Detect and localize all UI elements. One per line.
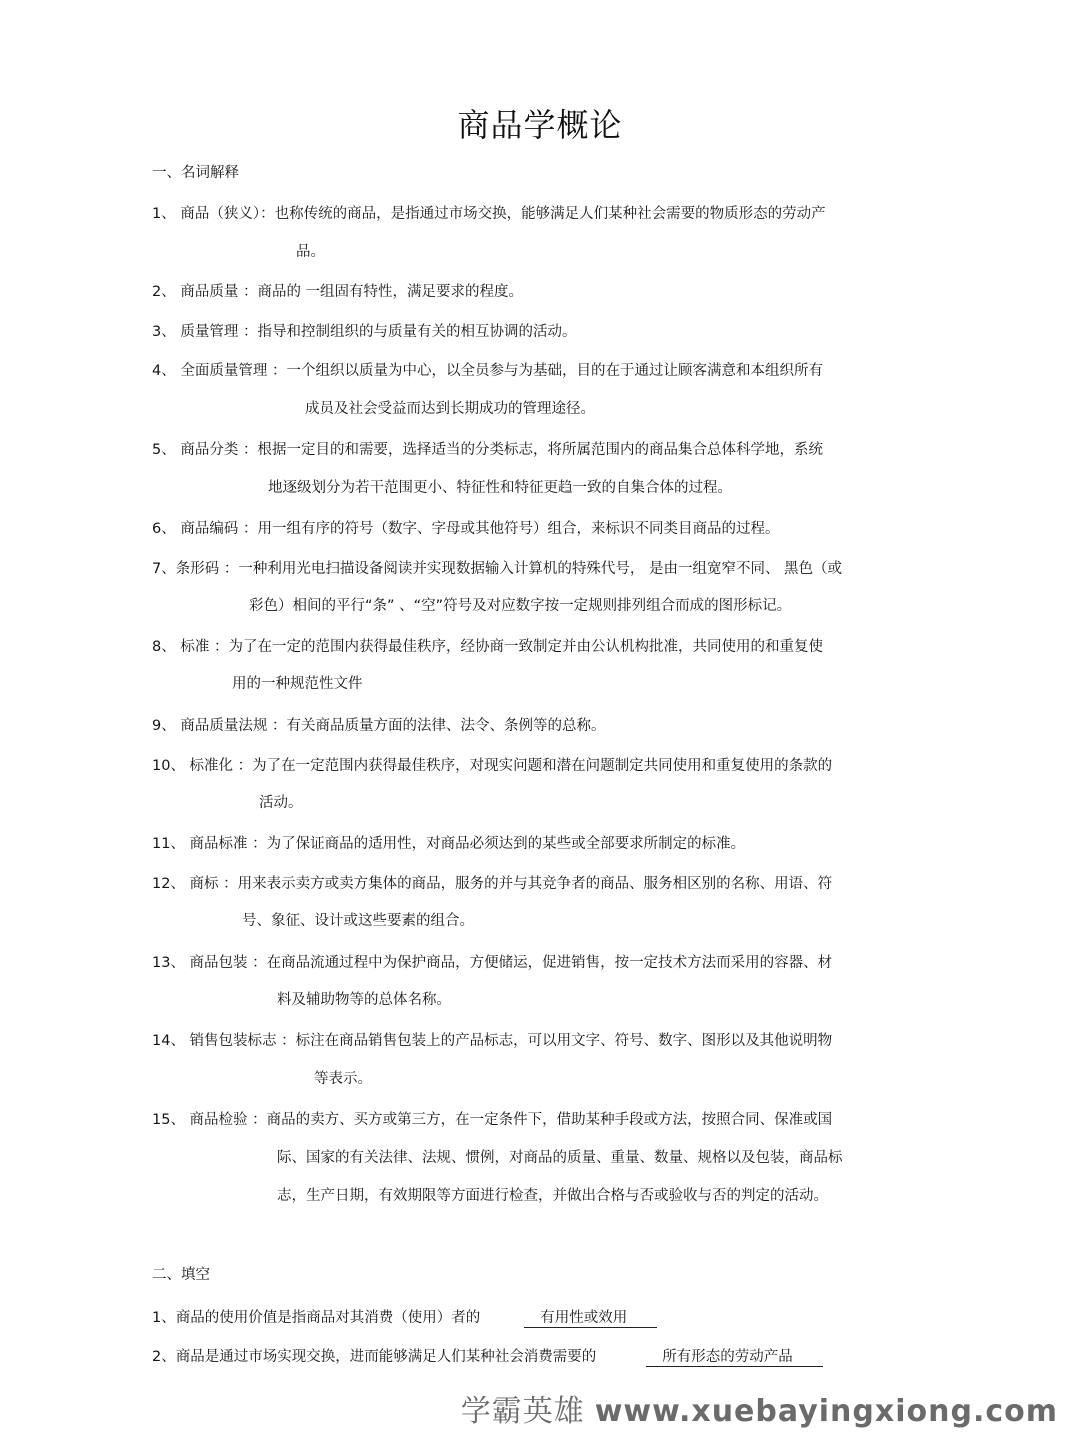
section-heading-definitions: 一、名词解释 [152, 165, 239, 181]
definition-line-cont: 志，生产日期，有效期限等方面进行检查，并做出合格与否或验收与否的判定的活动。 [277, 1188, 828, 1204]
definition-line-cont: 彩色）相间的平行“条” 、“空”符号及对应数字按一定规则排列组合而成的图形标记。 [249, 598, 792, 614]
fill-in-question [152, 1347, 823, 1367]
definition-line-cont: 际、国家的有关法律、法规、惯例，对商品的质量、重量、数量、规格以及包装，商品标 [277, 1150, 843, 1166]
definition-line: 7、条形码 ：一种利用光电扫描设备阅读并实现数据输入计算机的特殊代号， 是由一组宽窄不同、 黑色（或 [152, 561, 843, 577]
question-text: 1、商品的使用价值是指商品对其消费（使用）者的 [152, 1310, 481, 1326]
definition-line-cont: 活动。 [259, 795, 303, 811]
definition-line-cont: 号、象征、设计或这些要素的组合。 [242, 913, 474, 929]
definition-line: 9、 商品质量法规 ：有关商品质量方面的法律、法令、条例等的总称。 [152, 718, 606, 734]
definition-line-cont: 等表示。 [314, 1071, 372, 1087]
definition-line: 5、 商品分类 ：根据一定目的和需要，选择适当的分类标志，将所属范围内的商品集合总体科学地，系统 [152, 442, 823, 458]
definition-line-cont: 地逐级划分为若干范围更小、特征性和特征更趋一致的自集合体的过程。 [268, 480, 732, 496]
watermark-url: www.xuebayingxiong.com [594, 1394, 1058, 1429]
definition-line-cont: 成员及社会受益而达到长期成功的管理途径。 [305, 401, 595, 417]
answer-blank: 有用性或效用 [524, 1309, 657, 1328]
definition-line: 3、 质量管理 ：指导和控制组织的与质量有关的相互协调的活动。 [152, 324, 577, 340]
definition-line: 10、 标准化 ：为了在一定范围内获得最佳秩序，对现实问题和潜在问题制定共同使用和重复使用的条款的 [152, 758, 833, 774]
definition-line: 13、 商品包装 ：在商品流通过程中为保护商品，方便储运，促进销售，按一定技术方法而采用的容器、材 [152, 955, 833, 971]
page-title: 商品学概论 [457, 106, 623, 144]
definition-line: 4、 全面质量管理 ：一个组织以质量为中心，以全员参与为基础，目的在于通过让顾客满意和本组织所有 [152, 363, 823, 379]
definition-line: 12、 商标 ：用来表示卖方或卖方集体的商品，服务的并与其竞争者的商品、服务相区别的名称、用语、符 [152, 876, 833, 892]
definition-line: 14、 销售包装标志 ：标注在商品销售包装上的产品标志，可以用文字、符号、数字、图形以及其他说明物 [152, 1033, 833, 1049]
definition-line: 2、 商品质量 ：商品的 一组固有特性，满足要求的程度。 [152, 284, 524, 300]
fill-in-question [152, 1308, 657, 1328]
definition-line-cont: 品。 [296, 244, 325, 260]
definition-line: 1、 商品（狭义）：也称传统的商品，是指通过市场交换，能够满足人们某种社会需要的物质形态的劳动产 [152, 206, 826, 222]
site-watermark [461, 1386, 1058, 1430]
section-heading-fill-in: 二、填空 [152, 1267, 210, 1283]
question-text: 2、商品是通过市场实现交换，进而能够满足人们某种社会消费需要的 [152, 1349, 597, 1365]
definition-line: 8、 标准 ：为了在一定的范围内获得最佳秩序，经协商一致制定并由公认机构批准，共同使用的和重复使 [152, 639, 823, 655]
watermark-cn: 学霸英雄 [460, 1394, 585, 1429]
definition-line: 15、 商品检验 ：商品的卖方、买方或第三方，在一定条件下，借助某种手段或方法，按照合同、保准或国 [152, 1112, 833, 1128]
definition-line: 11、 商品标准 ：为了保证商品的适用性，对商品必须达到的某些或全部要求所制定的标准。 [152, 836, 746, 852]
definition-line-cont: 用的一种规范性文件 [232, 676, 363, 692]
definition-line: 6、 商品编码 ：用一组有序的符号（数字、字母或其他符号）组合，来标识不同类目商品的过程。 [152, 521, 780, 537]
answer-blank: 所有形态的劳动产品 [646, 1348, 823, 1367]
definition-line-cont: 料及辅助物等的总体名称。 [277, 992, 451, 1008]
